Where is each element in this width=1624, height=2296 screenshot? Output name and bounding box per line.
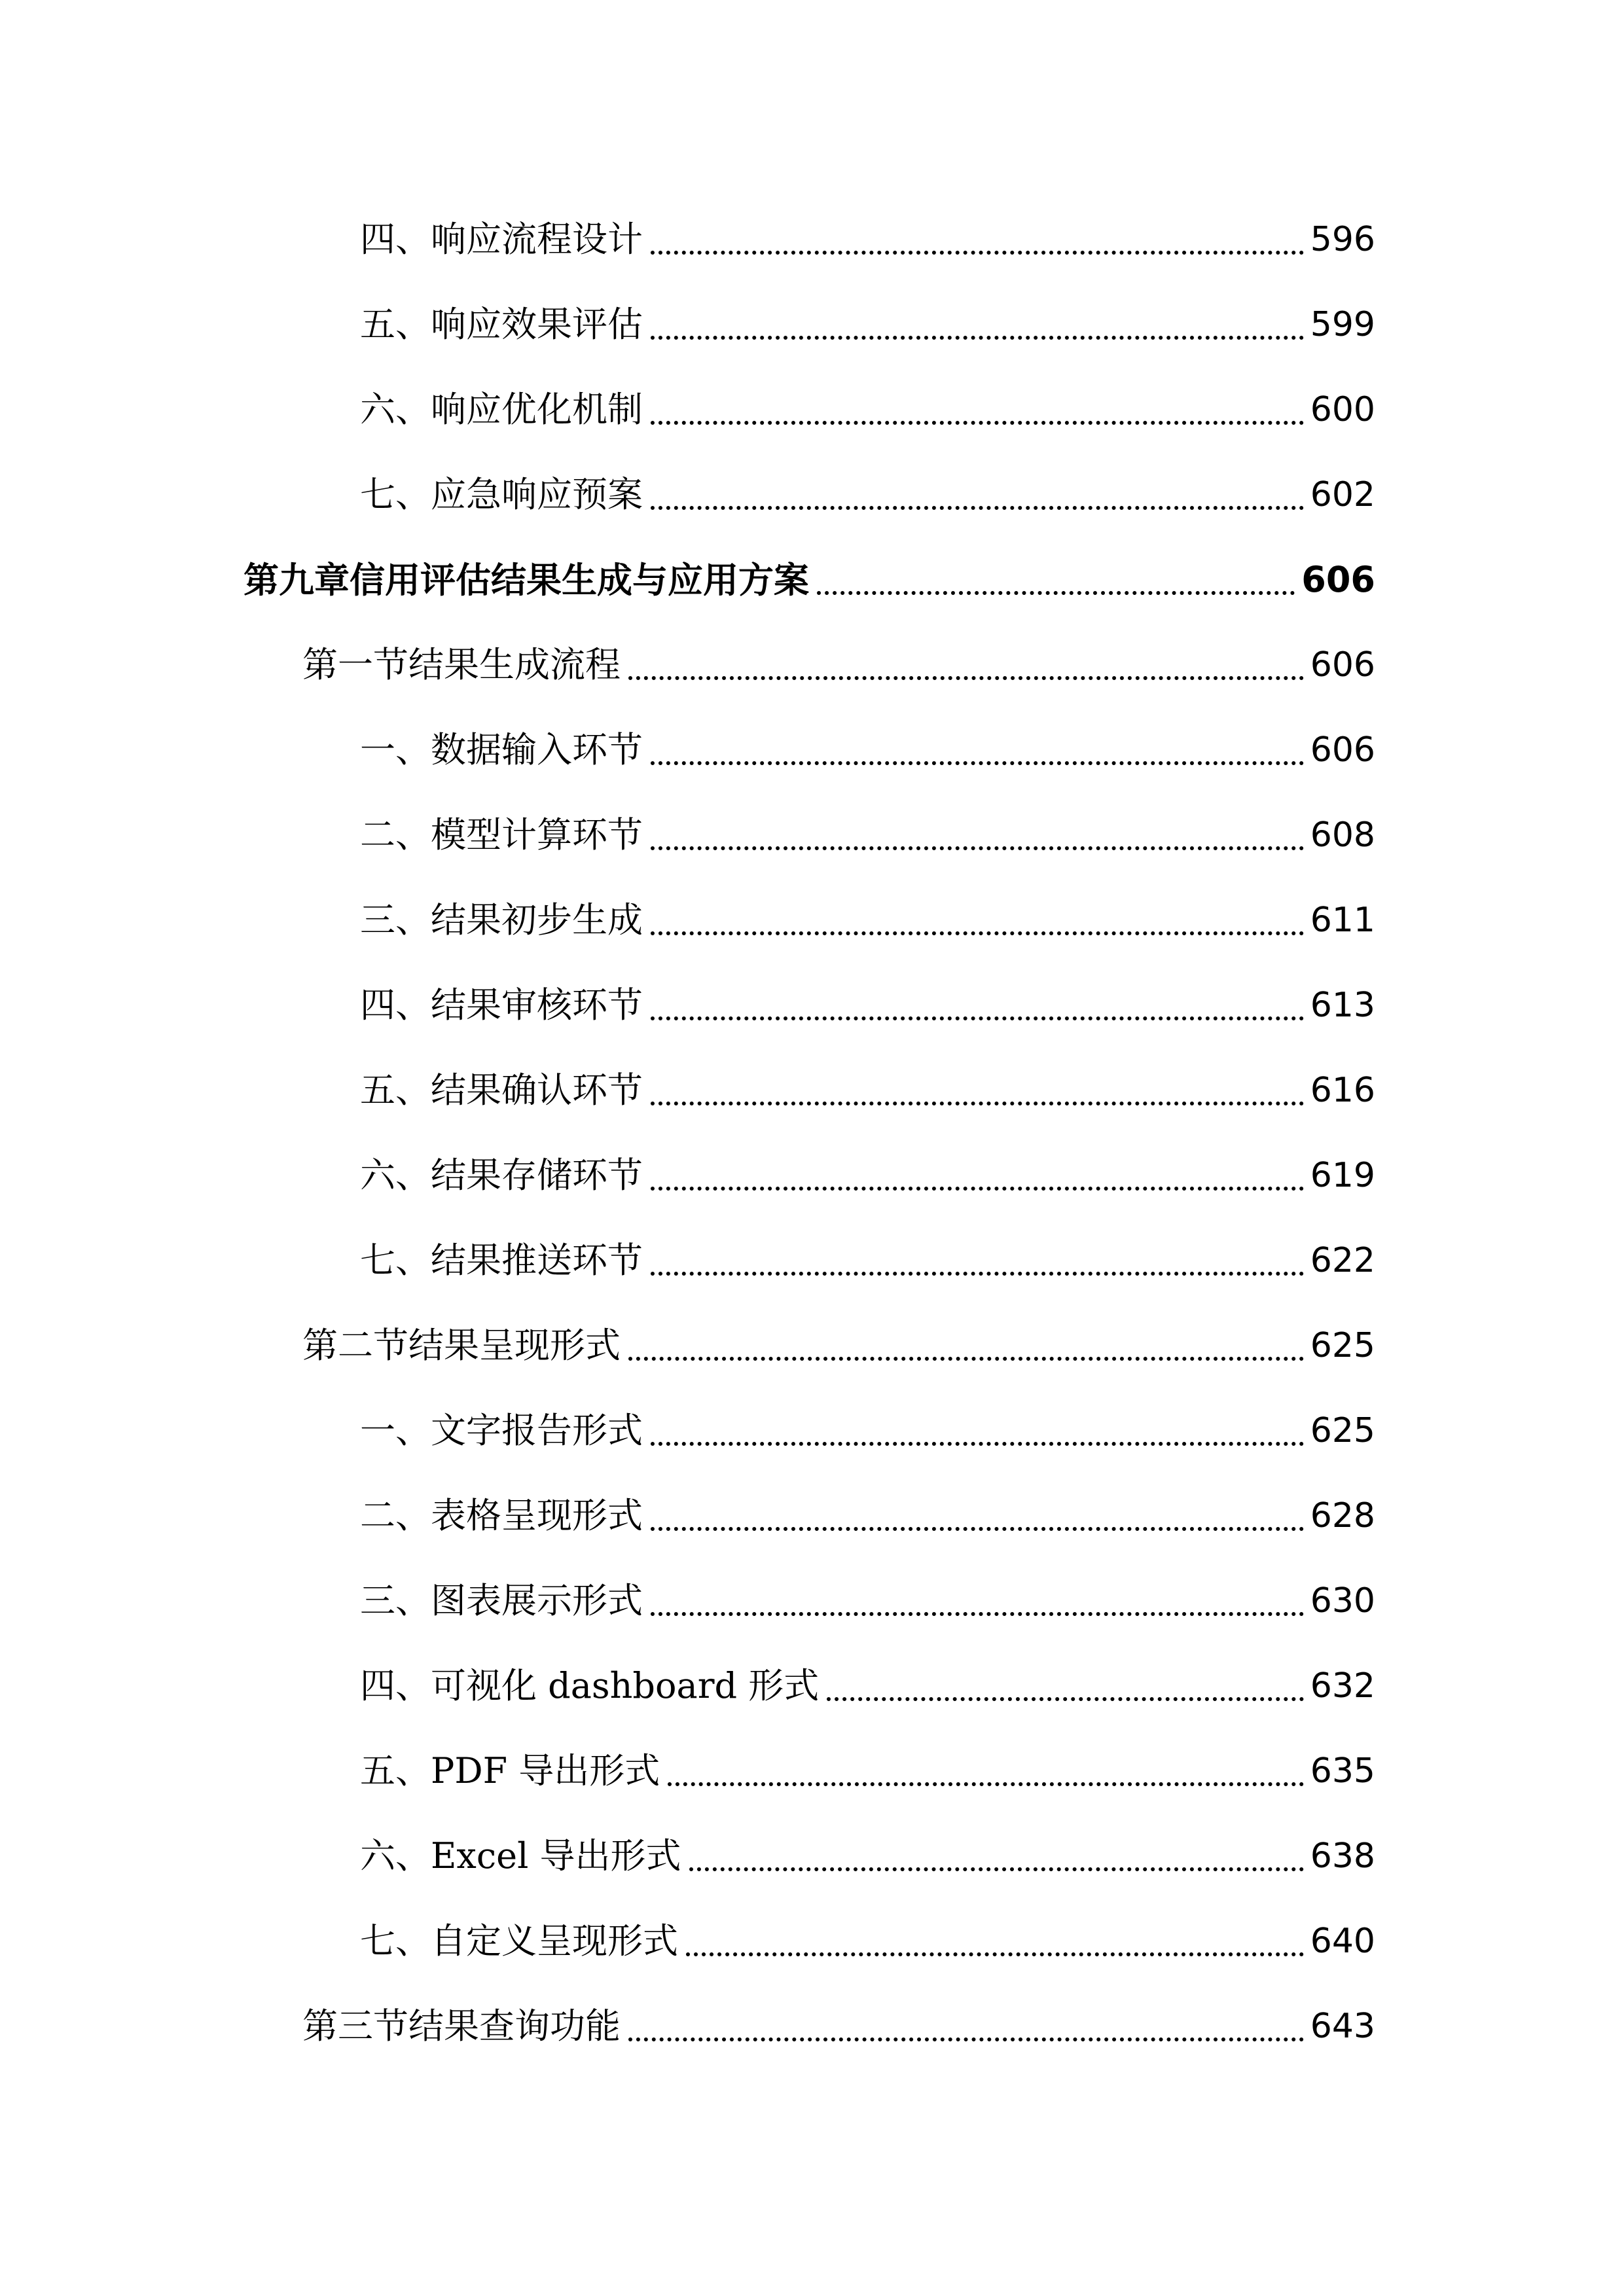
toc-entry-item[interactable]: [360, 1909, 1375, 1974]
toc-entry-title: 六、结果存储环节: [360, 1155, 643, 1196]
toc-entry-title: 四、可视化 dashboard 形式: [360, 1665, 820, 1706]
toc-section-title: 第二节结果呈现形式: [302, 1325, 621, 1366]
toc-entry-title: 五、响应效果评估: [360, 304, 643, 345]
toc-page-number: 625: [1310, 1326, 1375, 1365]
toc-page-number: 622: [1310, 1241, 1375, 1280]
toc-page-number: 638: [1310, 1837, 1375, 1876]
toc-entry-item[interactable]: [360, 973, 1375, 1038]
toc-entry-section[interactable]: [302, 1313, 1375, 1378]
toc-page-number: 596: [1310, 220, 1375, 259]
toc-page-number: 606: [1301, 559, 1375, 600]
toc-page-number: 630: [1310, 1581, 1375, 1621]
toc-page-number: 628: [1310, 1496, 1375, 1535]
toc-entry-item[interactable]: [360, 1568, 1375, 1634]
toc-page-number: 619: [1310, 1156, 1375, 1195]
dot-leader: [651, 1527, 1304, 1531]
toc-entry-item[interactable]: [360, 1398, 1375, 1463]
toc-page-number: 611: [1310, 901, 1375, 940]
toc-entry-item[interactable]: [360, 292, 1375, 357]
dot-leader: [651, 1272, 1304, 1276]
toc-entry-section[interactable]: [302, 632, 1375, 698]
dot-leader: [651, 506, 1304, 510]
toc-entry-item[interactable]: [360, 1228, 1375, 1293]
toc-entry-title: 五、PDF 导出形式: [360, 1750, 660, 1791]
dot-leader: [651, 846, 1304, 850]
dot-leader: [651, 1442, 1304, 1446]
toc-entry-title: 二、模型计算环节: [360, 814, 643, 855]
toc-page-number: 608: [1310, 816, 1375, 855]
toc-page-number: 643: [1310, 2007, 1375, 2046]
dot-leader: [651, 1016, 1304, 1020]
toc-entry-item[interactable]: [360, 1653, 1375, 1719]
toc-entry-section[interactable]: [302, 1994, 1375, 2059]
toc-entry-title: 四、结果审核环节: [360, 984, 643, 1026]
dot-leader: [651, 421, 1304, 425]
toc-entry-chapter[interactable]: [244, 547, 1375, 613]
toc-page-number: 599: [1310, 305, 1375, 344]
dot-leader: [817, 591, 1295, 595]
toc-entry-item[interactable]: [360, 207, 1375, 272]
dot-leader: [686, 1952, 1304, 1956]
toc-entry-title: 一、文字报告形式: [360, 1410, 643, 1451]
dot-leader: [651, 251, 1304, 255]
toc-page-number: 600: [1310, 390, 1375, 429]
toc-entry-item[interactable]: [360, 1738, 1375, 1804]
toc-section-title: 第一节结果生成流程: [302, 644, 621, 685]
toc-entry-item[interactable]: [360, 377, 1375, 442]
toc-entry-title: 六、响应优化机制: [360, 389, 643, 430]
dot-leader: [628, 676, 1304, 680]
toc-entry-title: 七、自定义呈现形式: [360, 1920, 678, 1962]
dot-leader: [651, 336, 1304, 340]
toc-entry-item[interactable]: [360, 1823, 1375, 1889]
dot-leader: [651, 1187, 1304, 1191]
toc-entry-title: 三、结果初步生成: [360, 899, 643, 941]
toc-page-number: 640: [1310, 1922, 1375, 1961]
toc-page-number: 632: [1310, 1666, 1375, 1706]
dot-leader: [628, 1357, 1304, 1361]
toc-page-number: 602: [1310, 475, 1375, 514]
toc-entry-title: 七、应急响应预案: [360, 474, 643, 515]
toc-entry-item[interactable]: [360, 462, 1375, 528]
toc-page-number: 606: [1310, 730, 1375, 770]
toc-entry-title: 七、结果推送环节: [360, 1240, 643, 1281]
toc-entry-title: 六、Excel 导出形式: [360, 1835, 681, 1876]
toc-entry-title: 四、响应流程设计: [360, 219, 643, 260]
dot-leader: [628, 2037, 1304, 2041]
toc-entry-item[interactable]: [360, 1143, 1375, 1208]
toc-entry-title: 一、数据输入环节: [360, 729, 643, 770]
toc-page-number: 613: [1310, 986, 1375, 1025]
toc-page-number: 635: [1310, 1751, 1375, 1791]
toc-entry-title: 五、结果确认环节: [360, 1069, 643, 1111]
dot-leader: [668, 1782, 1303, 1786]
dot-leader: [689, 1867, 1304, 1871]
toc-section-title: 第三节结果查询功能: [302, 2005, 621, 2047]
toc-entry-title: 三、图表展示形式: [360, 1580, 643, 1621]
toc-entry-item[interactable]: [360, 1058, 1375, 1123]
toc-chapter-title: 第九章信用评估结果生成与应用方案: [244, 559, 809, 601]
toc-page-number: 625: [1310, 1411, 1375, 1450]
toc-entry-item[interactable]: [360, 1483, 1375, 1549]
toc-page-number: 616: [1310, 1071, 1375, 1110]
dot-leader: [651, 931, 1304, 935]
dot-leader: [651, 1102, 1304, 1105]
dot-leader: [827, 1697, 1303, 1701]
dot-leader: [651, 1612, 1304, 1616]
toc-page-number: 606: [1310, 645, 1375, 685]
toc-entry-item[interactable]: [360, 717, 1375, 783]
toc-entry-title: 二、表格呈现形式: [360, 1495, 643, 1536]
dot-leader: [651, 761, 1304, 765]
toc-entry-item[interactable]: [360, 802, 1375, 868]
toc-entry-item[interactable]: [360, 888, 1375, 953]
